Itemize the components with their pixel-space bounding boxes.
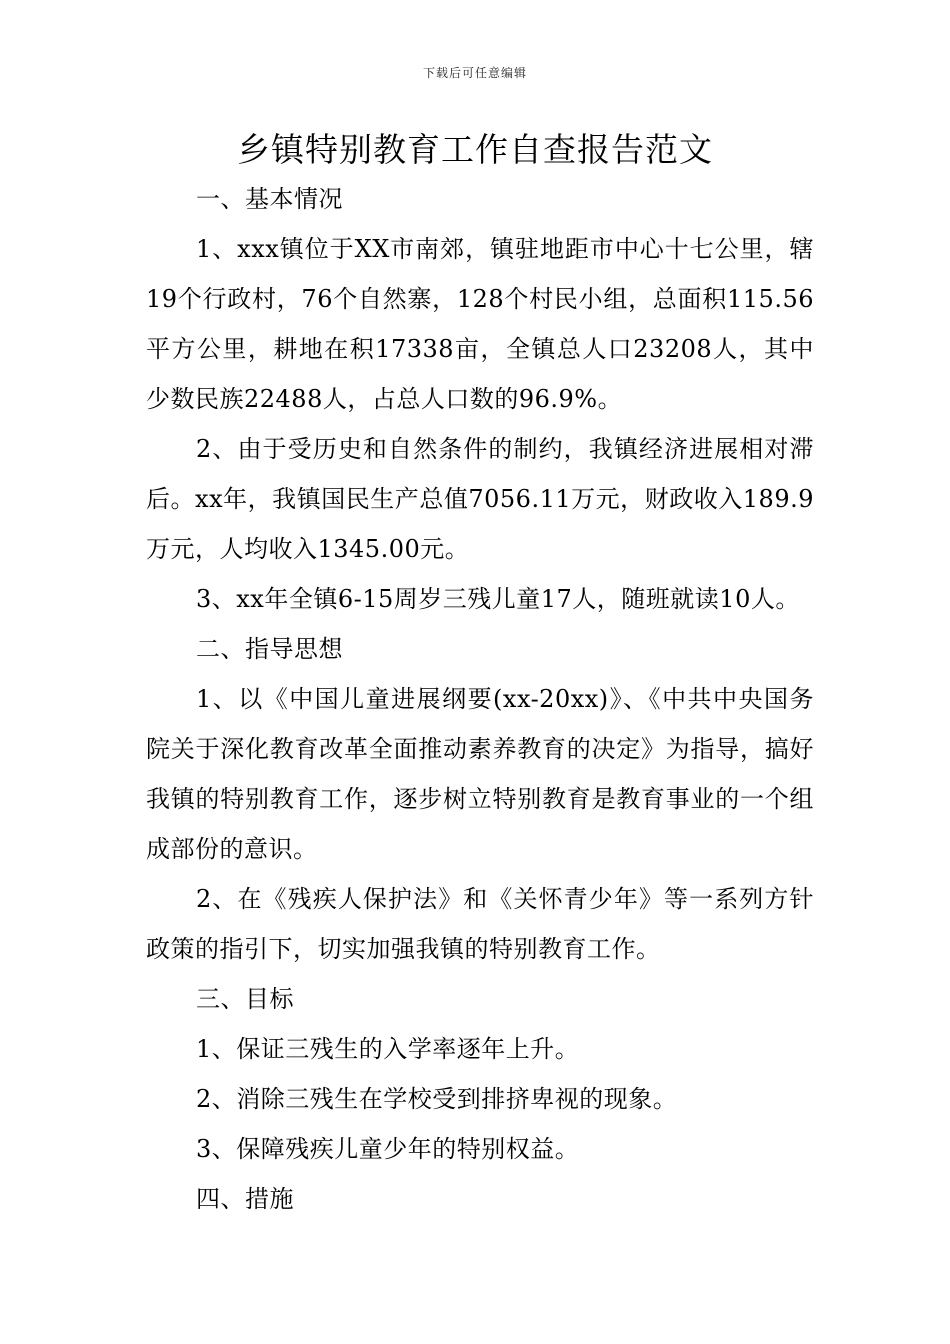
paragraph-policy-guidance: 2、在《残疾人保护法》和《关怀青少年》等一系列方针政策的指引下，切实加强我镇的特别教育工作。 (146, 885, 814, 963)
section-heading-basic-situation: 一、基本情况 (196, 185, 343, 213)
goal-item-rights: 3、保障残疾儿童少年的特别权益。 (196, 1135, 580, 1163)
section-heading-measures: 四、措施 (196, 1185, 294, 1213)
header-note: 下载后可任意编辑 (422, 66, 527, 80)
section-heading-guiding-ideology: 二、指导思想 (196, 635, 343, 663)
goal-item-enrollment: 1、保证三残生的入学率逐年上升。 (196, 1035, 580, 1063)
section-heading-goals: 三、目标 (196, 985, 294, 1013)
document-body (146, 174, 814, 1224)
paragraph-guidance-documents: 1、以《中国儿童进展纲要(xx-20xx)》、《中共中央国务院关于深化教育改革全面推动素养教育的决定》为指导，搞好我镇的特别教育工作，逐步树立特别教育是教育事业的一个组成部份的意识。 (146, 685, 814, 863)
goal-item-discrimination: 2、消除三残生在学校受到排挤卑视的现象。 (196, 1085, 678, 1113)
paragraph-economy: 2、由于受历史和自然条件的制约，我镇经济进展相对滞后。xx年，我镇国民生产总值7056.11万元，财政收入189.9万元，人均收入1345.00元。 (146, 435, 814, 563)
paragraph-town-overview: 1、xxx镇位于XX市南郊，镇驻地距市中心十七公里，辖19个行政村，76个自然寨，128个村民小组，总面积115.56平方公里，耕地在积17338亩，全镇总人口23208人，其中少数民族22488人，占总人口数的96.9%。 (146, 235, 814, 413)
paragraph-disabled-children: 3、xx年全镇6-15周岁三残儿童17人，随班就读10人。 (196, 585, 800, 613)
document-title: 乡镇特别教育工作自查报告范文 (237, 130, 713, 169)
